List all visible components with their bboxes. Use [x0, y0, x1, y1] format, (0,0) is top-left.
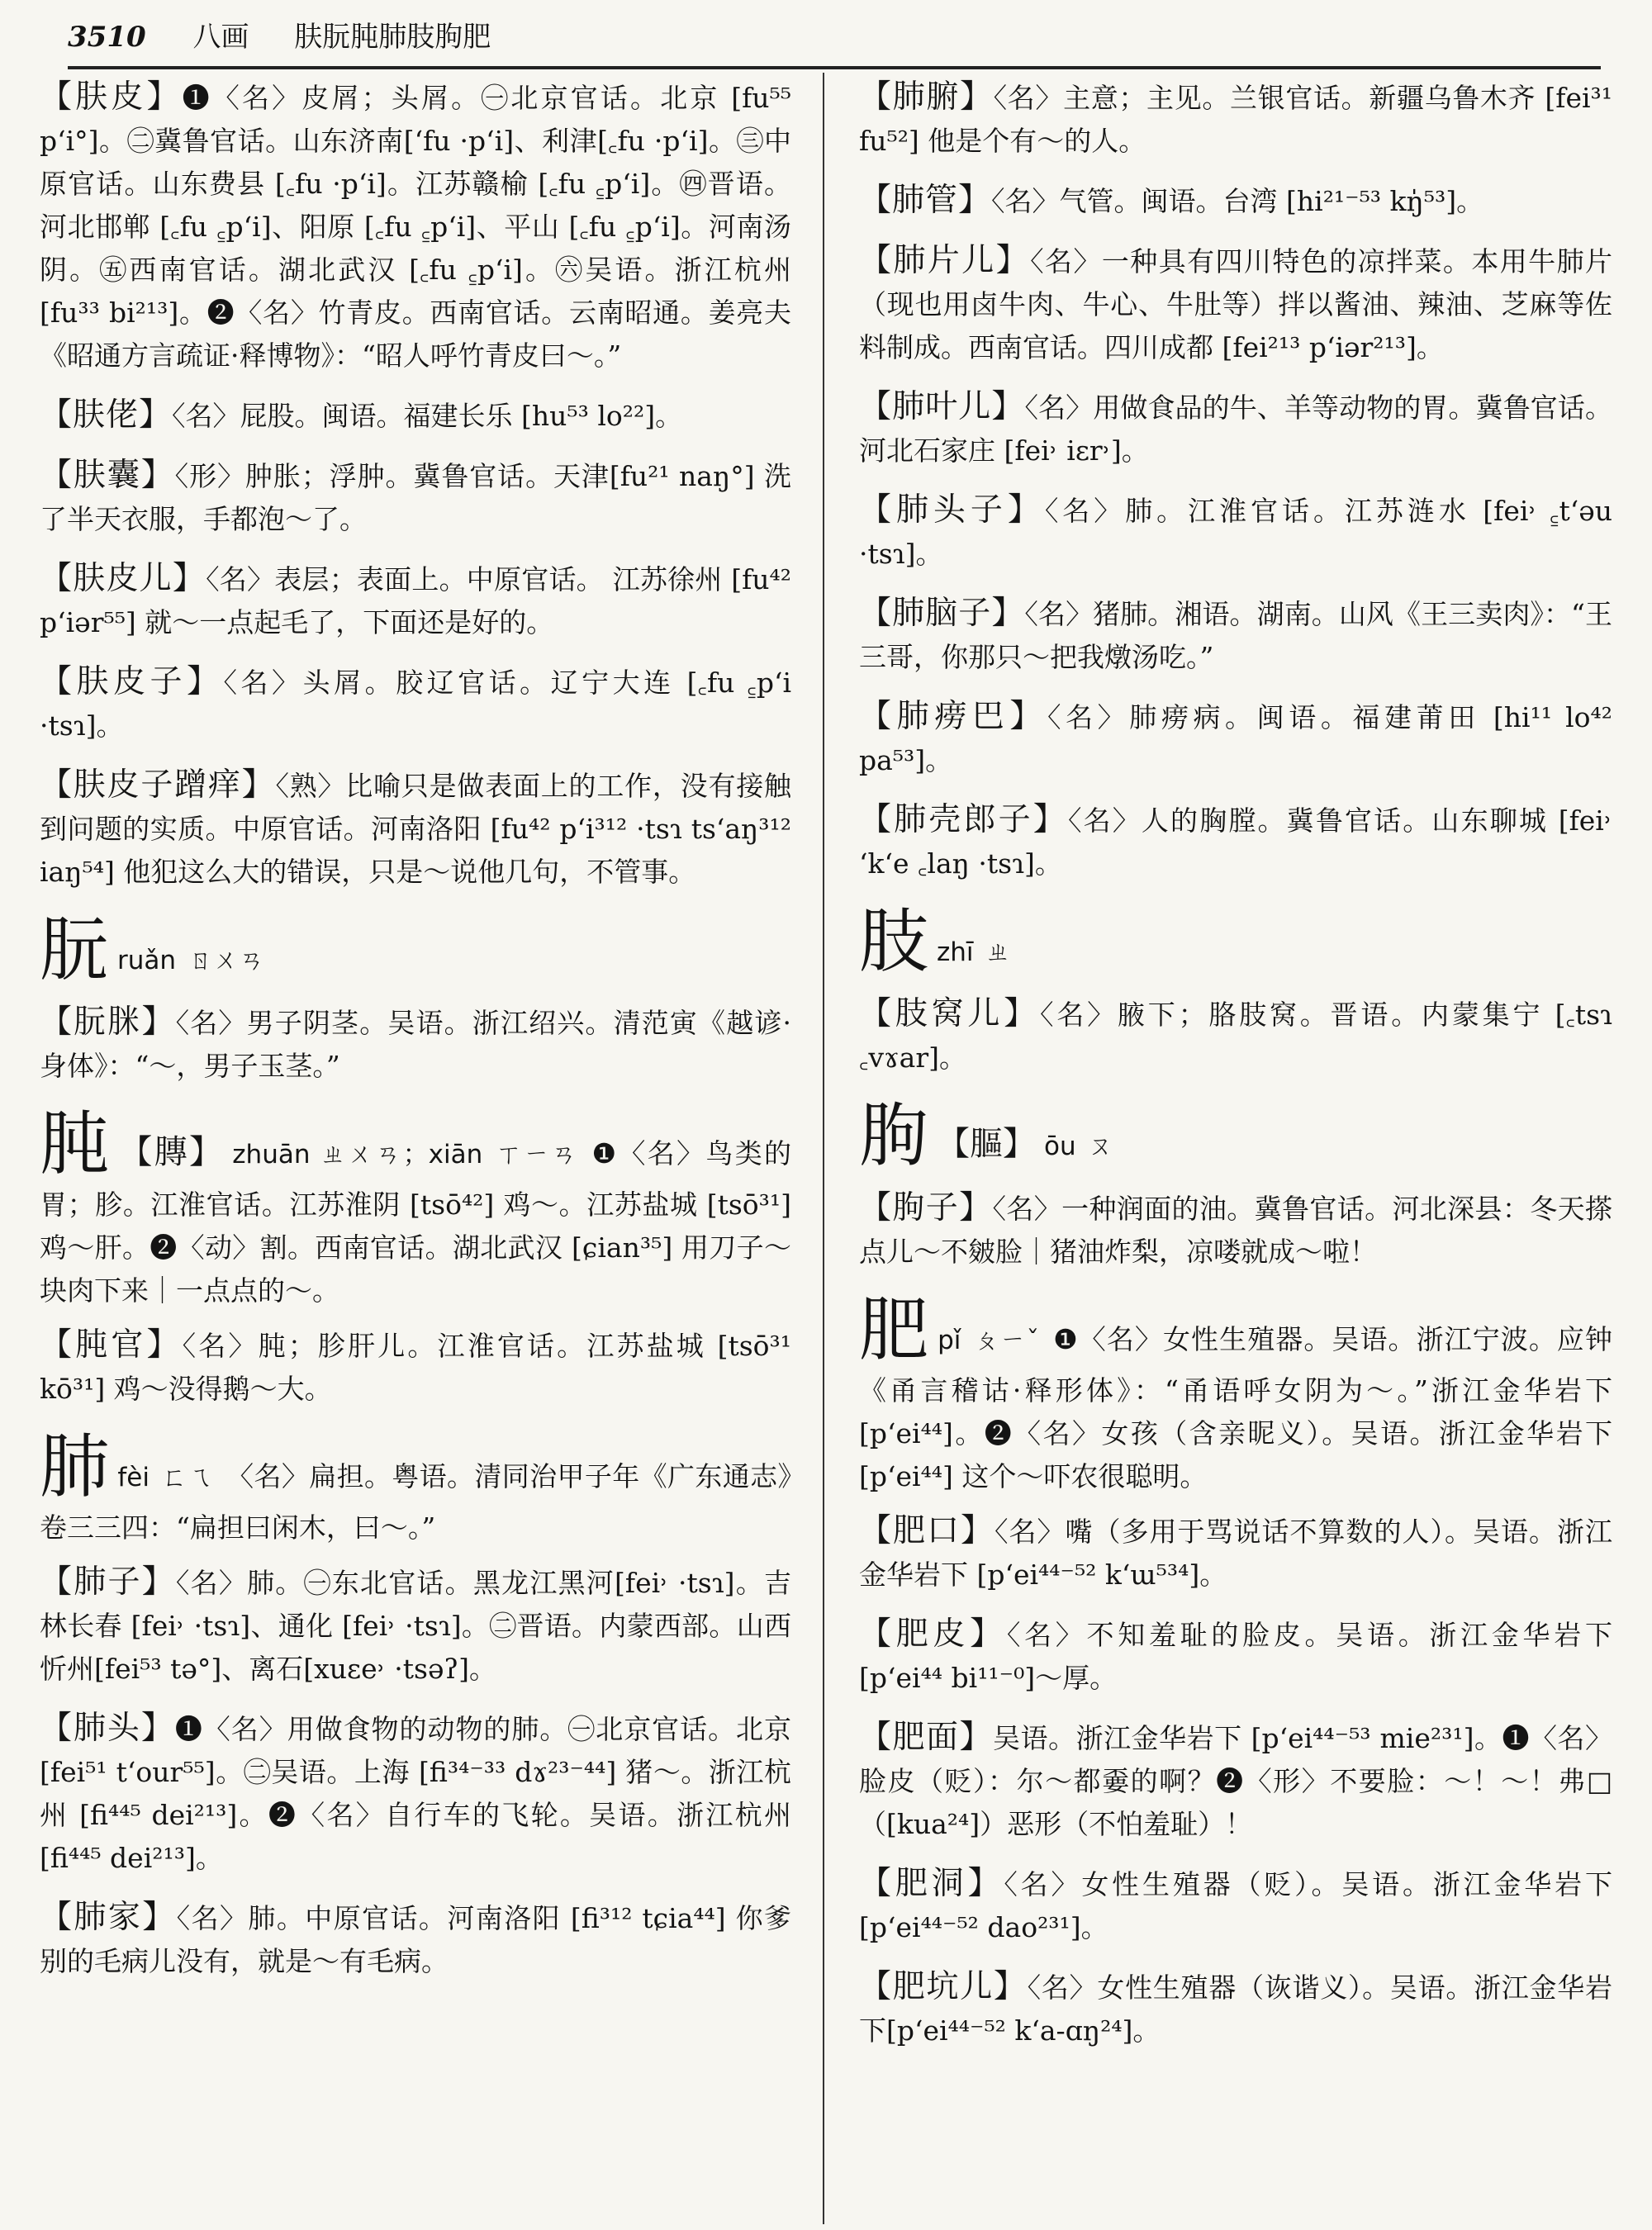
dictionary-entry: [859, 1187, 1612, 1274]
entry-definition: ❶〈名〉皮屑；头屑。㊀北京官话。北京 [fu⁵⁵ p‘i°]。㊁冀鲁官话。山东济南[‘fu ·p‘i]、利津[꜀fu ·p‘i]。㊂中原官话。山东费县 [꜀fu ·p‘i]。江苏赣榆 [꜀fu ꜁p‘i]。㊃晋语。河北邯郸 [꜀fu ꜁p‘i]、阳原 [꜀fu ꜁p‘i]、平山 [꜀fu ꜁p‘i]。河南汤阴。㊄西南官话。湖北武汉 [꜀fu ꜁p‘i]。㊅吴语。浙江杭州 [fu³³ bi²¹³]。❷〈名〉竹青皮。西南官话。云南昭通。姜亮夫《昭通方言疏证·释博物》：“昭人呼竹青皮曰～。”: [40, 82, 791, 372]
entry-headword: 【肺家】: [40, 1899, 177, 1936]
head-character: 肢: [859, 901, 929, 982]
entry-headword: 【肤囊】: [40, 457, 175, 494]
entry-headword: 【肺头】: [40, 1710, 175, 1747]
entry-definition: 〈名〉头屑。胶辽官话。辽宁大连 [꜀fu ꜁p‘i ·tsɿ]。: [40, 667, 791, 742]
pinyin: pǐ: [938, 1326, 961, 1355]
head-character: 肥: [859, 1289, 930, 1370]
head-character-block: [40, 910, 791, 989]
pinyin: ruǎn: [117, 946, 177, 975]
entry-definition: 〈名〉主意；主见。兰银官话。新疆乌鲁木齐 [fei³¹ fu⁵²] 他是个有～的人。: [859, 82, 1612, 157]
head-character: 朐: [859, 1095, 929, 1176]
dictionary-entry: [40, 1001, 791, 1088]
dictionary-entry: [40, 454, 791, 541]
dictionary-entry: [40, 1324, 791, 1411]
dictionary-entry: [859, 179, 1612, 223]
zhuyin: ㄒㄧㄢ: [494, 1140, 579, 1170]
entry-definition: 〈名〉猪肺。湘语。湖南。山风《王三卖肉》：“王三哥，你那只～把我燉汤吃。”: [859, 598, 1612, 673]
dictionary-entry: [859, 993, 1612, 1079]
zhuyin: ㄆㄧˇ: [972, 1326, 1041, 1355]
entry-definition: 〈熟〉比喻只是做表面上的工作，没有接触到问题的实质。中原官话。河南洛阳 [fu⁴² p‘i³¹² ·tsɿ ts‘aŋ³¹² iaŋ⁵⁴] 他犯这么大的错误，只是～说他几句，不管事。: [40, 770, 791, 888]
pinyin: ōu: [1044, 1132, 1076, 1161]
dictionary-entry: [40, 764, 791, 894]
entry-definition: 〈形〉肿胀；浮肿。冀鲁官话。天津[fu²¹ naŋ°] 洗了半天衣服，手都泡～了。: [40, 460, 791, 535]
variant-character: 【膒】: [937, 1125, 1037, 1163]
entry-headword: 【肥坑儿】: [859, 1968, 1028, 2005]
zhuyin: ㄡ: [1087, 1132, 1113, 1161]
dictionary-entry: [859, 592, 1612, 679]
entry-definition: 〈名〉用做食品的牛、羊等动物的胃。冀鲁官话。河北石家庄 [fei˒ iɛr˒]。: [859, 391, 1612, 467]
dictionary-entry: [40, 1707, 791, 1880]
dictionary-entry: [40, 76, 791, 377]
zhuyin: ㄈㄟ: [160, 1463, 214, 1492]
definition: ❶〈名〉鸟类的胃；胗。江淮官话。江苏淮阴 [tsō⁴²] 鸡～。江苏盐城 [tsō³¹] 鸡～肝。❷〈动〉割。西南官话。湖北武汉 [ɕian³⁵] 用刀子～块肉下来｜一点点的～。: [40, 1137, 791, 1307]
entry-headword: 【肺腑】: [859, 78, 994, 116]
zhuyin: ㄖㄨㄢ: [188, 946, 265, 975]
page-number: 3510: [68, 21, 146, 54]
entry-definition: 〈名〉肺。中原官话。河南洛阳 [fi³¹² tɕia⁴⁴] 你爹别的毛病儿没有，就是～有毛病。: [40, 1902, 791, 1977]
dictionary-entry: [40, 558, 791, 644]
entry-definition: 吴语。浙江金华岩下 [p‘ei⁴⁴⁻⁵³ mie²³¹]。❶〈名〉脸皮（贬）：尔～都嫑的啊？❷〈形〉不要脸：～！～！弗□（[kua²⁴]）恶形（不怕羞耻）！: [859, 1722, 1612, 1840]
entry-headword: 【肺管】: [859, 182, 992, 219]
dictionary-entry: [859, 799, 1612, 885]
dictionary-entry: [40, 661, 791, 747]
entry-headword: 【肺痨巴】: [859, 698, 1047, 735]
entry-headword: 【肺头子】: [859, 491, 1045, 529]
variant-character: 【膞】: [119, 1133, 225, 1171]
head-character-block: [859, 1096, 1612, 1175]
dictionary-entry: [859, 1510, 1612, 1597]
entry-definition: 〈名〉腋下；胳肢窝。晋语。内蒙集宁 [꜀tsɿ ꜀vɤar]。: [859, 999, 1612, 1074]
column-divider: [823, 73, 824, 2224]
dictionary-entry: [40, 1561, 791, 1691]
entry-headword: 【肺叶儿】: [859, 388, 1025, 425]
entry-headword: 【肺脑子】: [859, 595, 1025, 632]
pinyin: zhuān ㄓㄨㄢ；xiān: [232, 1140, 483, 1170]
entry-definition: 〈名〉肺痨病。闽语。福建莆田 [hi¹¹ lo⁴² pa⁵³]。: [859, 701, 1612, 776]
entry-headword: 【肺壳郎子】: [859, 801, 1068, 838]
head-character-block: [40, 1104, 791, 1312]
dictionary-entry: [859, 1862, 1612, 1949]
entry-headword: 【肫官】: [40, 1326, 183, 1364]
left-column: [40, 76, 791, 2219]
entry-headword: 【肢窝儿】: [859, 995, 1041, 1032]
header-characters: 肤朊肫肺肢朐肥: [294, 21, 491, 54]
entry-definition: 〈名〉表层；表面上。中原官话。 江苏徐州 [fu⁴² p‘iər⁵⁵] 就～一点起毛了，下面还是好的。: [40, 563, 791, 638]
entry-definition: 〈名〉人的胸膛。冀鲁官话。山东聊城 [fei˒ ‘k‘e ꜀laŋ ·tsɿ]。: [859, 804, 1612, 880]
entry-headword: 【肥面】: [859, 1719, 994, 1756]
dictionary-entry: [859, 386, 1612, 472]
stroke-section: 八画: [192, 21, 249, 54]
entry-definition: 〈名〉肫；胗肝儿。江淮官话。江苏盐城 [tsō³¹ kō³¹] 鸡～没得鹅～大。: [40, 1330, 791, 1405]
definition: 〈名〉扁担。粤语。清同治甲子年《广东通志》卷三三四：“扁担曰闲木，曰～。”: [40, 1460, 791, 1544]
dictionary-entry: [859, 695, 1612, 782]
dictionary-entry: [40, 394, 791, 438]
zhuyin: ㄓ: [985, 937, 1011, 967]
entry-definition: 〈名〉气管。闽语。台湾 [hi²¹⁻⁵³ kŋ̍⁵³]。: [991, 185, 1484, 217]
definition: ❶〈名〉女性生殖器。吴语。浙江宁波。应钟《甬言稽诂·释形体》：“甬语呼女阴为～。”浙江金华岩下[p‘ei⁴⁴]。❷〈名〉女孩（含亲昵义）。吴语。浙江金华岩下 [p‘ei⁴⁴] 这个～吓农很聪明。: [859, 1323, 1612, 1492]
entry-definition: ❶〈名〉用做食物的动物的肺。㊀北京官话。北京 [fei⁵¹ t‘our⁵⁵]。㊁吴语。上海 [fi³⁴⁻³³ dɤ²³⁻⁴⁴] 猪～。浙江杭州 [fi⁴⁴⁵ dei²¹³]。❷〈名〉自行车的飞轮。吴语。浙江杭州 [fi⁴⁴⁵ dei²¹³]。: [40, 1713, 791, 1874]
entry-headword: 【肥洞】: [859, 1865, 1004, 1902]
dictionary-entry: [859, 1716, 1612, 1846]
entry-headword: 【肺片儿】: [859, 242, 1031, 279]
entry-headword: 【肤皮子】: [40, 663, 224, 700]
head-character-block: [40, 1427, 791, 1549]
entry-headword: 【肺子】: [40, 1563, 176, 1601]
entry-headword: 【肤皮儿】: [40, 560, 206, 597]
head-character: 肫: [40, 1103, 112, 1184]
dictionary-entry: [859, 76, 1612, 163]
dictionary-entry: [859, 240, 1612, 369]
dictionary-entry: [40, 1896, 791, 1983]
entry-headword: 【朊脒】: [40, 1004, 176, 1041]
right-column: [859, 76, 1612, 2219]
entry-definition: 〈名〉肺。江淮官话。江苏涟水 [fei˒ ꜁t‘əu ·tsɿ]。: [859, 495, 1612, 570]
entry-headword: 【肤皮】: [40, 78, 183, 116]
entry-headword: 【朐子】: [859, 1189, 993, 1226]
entry-headword: 【肥口】: [859, 1512, 995, 1549]
entry-definition: 〈名〉一种润面的油。冀鲁官话。河北深县：冬天搽点儿～不皴脸｜猪油炸梨，凉喽就成～啦！: [859, 1193, 1612, 1268]
entry-definition: 〈名〉肺。㊀东北官话。黑龙江黑河[fei˒ ·tsɿ]。吉林长春 [fei˒ ·tsɿ]、通化 [fei˒ ·tsɿ]。㊁晋语。内蒙西部。山西忻州[fei⁵³ tə°]、离石[xuɛe˒ ·tsəʔ]。: [40, 1567, 791, 1685]
pinyin: zhī: [937, 937, 974, 967]
head-character: 朊: [40, 909, 110, 990]
entry-definition: 〈名〉女性生殖器（诙谐义）。吴语。浙江金华岩下[p‘ei⁴⁴⁻⁵² k‘a-ɑŋ²⁴]。: [859, 1971, 1612, 2047]
dictionary-entry: [859, 1613, 1612, 1700]
running-header: [68, 12, 1596, 63]
dictionary-entry: [859, 489, 1612, 576]
header-rule: [68, 66, 1601, 69]
entry-definition: 〈名〉女性生殖器（贬）。吴语。浙江金华岩下 [p‘ei⁴⁴⁻⁵² dao²³¹]。: [859, 1868, 1612, 1943]
entry-definition: 〈名〉男子阴茎。吴语。浙江绍兴。清范寅《越谚·身体》：“～，男子玉茎。”: [40, 1007, 791, 1082]
pinyin: fèi: [117, 1463, 150, 1492]
entry-headword: 【肤皮子蹭痒】: [40, 766, 276, 804]
head-character-block: [859, 902, 1612, 981]
entry-definition: 〈名〉一种具有四川特色的凉拌菜。本用牛肺片（现也用卤牛肉、牛心、牛肚等）拌以酱油、辣油、芝麻等佐料制成。西南官话。四川成都 [fei²¹³ p‘iər²¹³]。: [859, 245, 1612, 363]
entry-definition: 〈名〉不知羞耻的脸皮。吴语。浙江金华岩下 [p‘ei⁴⁴ bi¹¹⁻⁰]～厚。: [859, 1619, 1612, 1694]
entry-headword: 【肤佬】: [40, 396, 173, 434]
entry-definition: 〈名〉屁股。闽语。福建长乐 [hu⁵³ lo²²]。: [172, 400, 683, 432]
entry-headword: 【肥皮】: [859, 1616, 1007, 1653]
entry-definition: 〈名〉嘴（多用于骂说话不算数的人）。吴语。浙江金华岩下 [p‘ei⁴⁴⁻⁵² k‘ɯ⁵³⁴]。: [859, 1516, 1612, 1591]
head-character: 肺: [40, 1426, 110, 1507]
dictionary-entry: [859, 1966, 1612, 2052]
head-character-block: [859, 1290, 1612, 1498]
